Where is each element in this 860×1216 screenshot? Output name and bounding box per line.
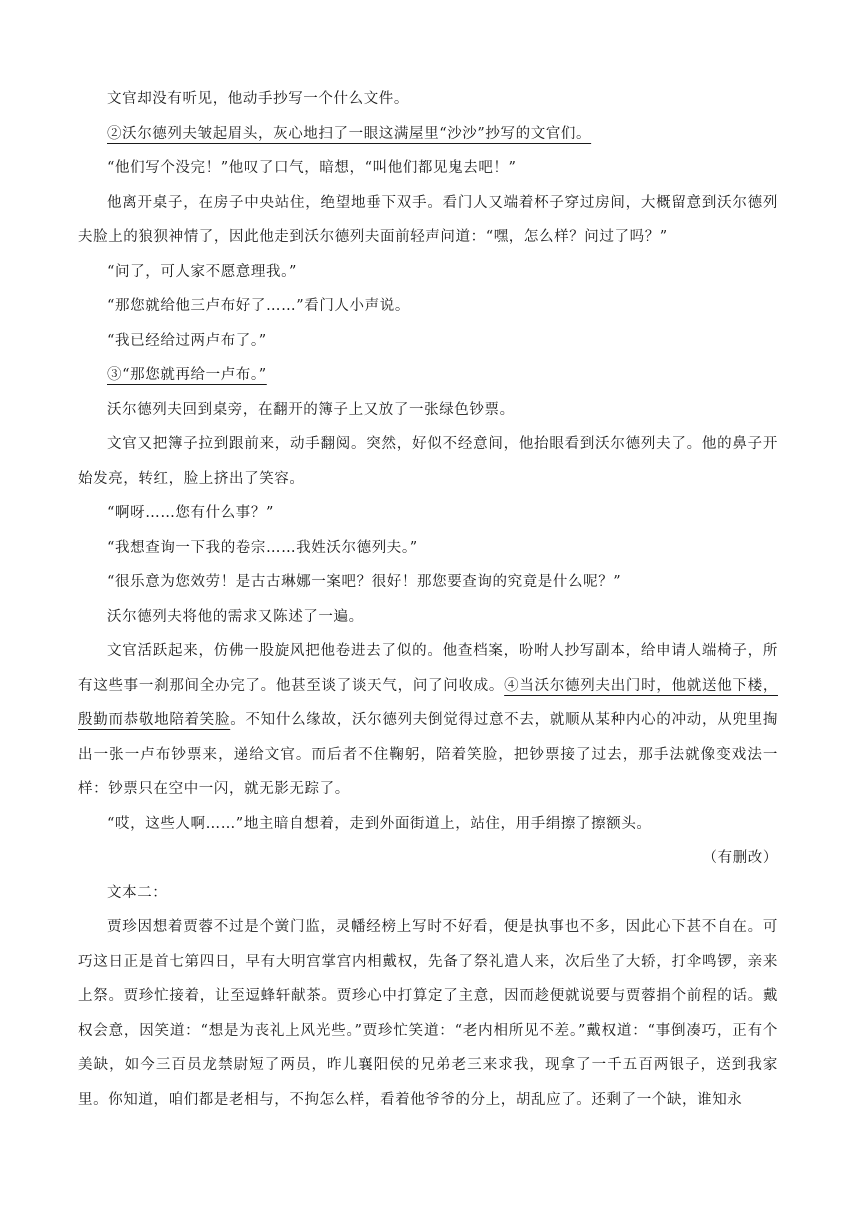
paragraph: “那您就给他三卢布好了……”看门人小声说。 bbox=[107, 298, 410, 314]
paragraph: “他们写个没完！”他叹了口气，暗想，“叫他们都见鬼去吧！” bbox=[107, 160, 517, 176]
paragraph: 沃尔德列夫回到桌旁，在翻开的簿子上又放了一张绿色钞票。 bbox=[107, 401, 515, 418]
paragraph: “很乐意为您效劳！是古古琳娜一案吧？很好！那您要查询的究竟是什么呢？” bbox=[107, 574, 622, 590]
paragraph-underlined-3: ③“那您就再给一卢布。” bbox=[107, 367, 267, 383]
paragraph: “啊呀……您有什么事？” bbox=[107, 505, 275, 521]
section-label: 文本二： bbox=[107, 884, 168, 901]
paragraph: “问了，可人家不愿意理我。” bbox=[107, 263, 297, 280]
paragraph: “我想查询一下我的卷宗……我姓沃尔德列夫。” bbox=[107, 539, 418, 556]
paragraph: 文官又把簿子拉到跟前来，动手翻阅。突然，好似不经意间，他抬眼看到沃尔德列夫了。他的鼻子开始发亮，转红，脸上挤出了笑容。 bbox=[78, 436, 778, 487]
paragraph: “我已经给过两卢布了。” bbox=[107, 332, 267, 349]
paragraph: 他离开桌子，在房子中央站住，绝望地垂下双手。看门人又端着杯子穿过房间，大概留意到沃尔德列夫脸上的狼狈神情了，因此他走到沃尔德列夫面前轻声问道：“嘿，怎么样？问过了吗？” bbox=[78, 194, 778, 245]
source-note: （有删改） bbox=[702, 850, 778, 866]
paragraph: “哎，这些人啊……”地主暗自想着，走到外面街道上，站住，用手绢擦了擦额头。 bbox=[107, 815, 652, 832]
text2-paragraph: 贾珍因想着贾蓉不过是个黉门监，灵幡经榜上写时不好看，便是执事也不多，因此心下甚不自在。可巧这日正是首七第四日，早有大明宫掌宫内相戴权，先备了祭礼遣人来，次后坐了大轿，打伞鸣锣，亲来上祭。贾珍忙接着，让至逗蜂轩献茶。贾珍心中打算定了主意，因而趁便就说要与贾蓉捐个前程的话。戴权会意，因笑道：“想是为丧礼上风光些。”贾珍忙笑道：“老内相所见不差。”戴权道：“事倒凑巧，正有个美缺，如今三百员龙禁尉短了两员，昨儿襄阳侯的兄弟老三来求我，现拿了一千五百两银子，送到我家里。你知道，咱们都是老相与，不拘怎么样，看着他爷爷的分上，胡乱应了。还剩了一个缺，谁知永 bbox=[78, 919, 778, 1108]
paragraph: 沃尔德列夫将他的需求又陈述了一遍。 bbox=[107, 608, 364, 625]
paragraph-underlined-2: ②沃尔德列夫皱起眉头，灰心地扫了一眼这满屋里“沙沙”抄写的文官们。 bbox=[107, 125, 592, 142]
paragraph-underlined-4: 文官活跃起来，仿佛一股旋风把他卷进去了似的。他查档案，吩咐人抄写副本，给申请人端椅子，所有这些事一刹那间全办完了。他甚至谈了谈天气，问了问收成。④当沃尔德列夫出门时，他就送他下楼，殷勤而恭敬地陪着笑脸。不知什么缘故，沃尔德列夫倒觉得过意不去，就顺从某种内心的冲动，从兜里掏出一张一卢布钞票来，递给文官。而后者不住鞠躬，陪着笑脸，把钞票接了过去，那手法就像变戏法一样：钞票只在空中一闪，就无影无踪了。 bbox=[78, 643, 778, 797]
document-page bbox=[78, 82, 778, 1117]
paragraph: 文官却没有听见，他动手抄写一个什么文件。 bbox=[107, 91, 409, 107]
